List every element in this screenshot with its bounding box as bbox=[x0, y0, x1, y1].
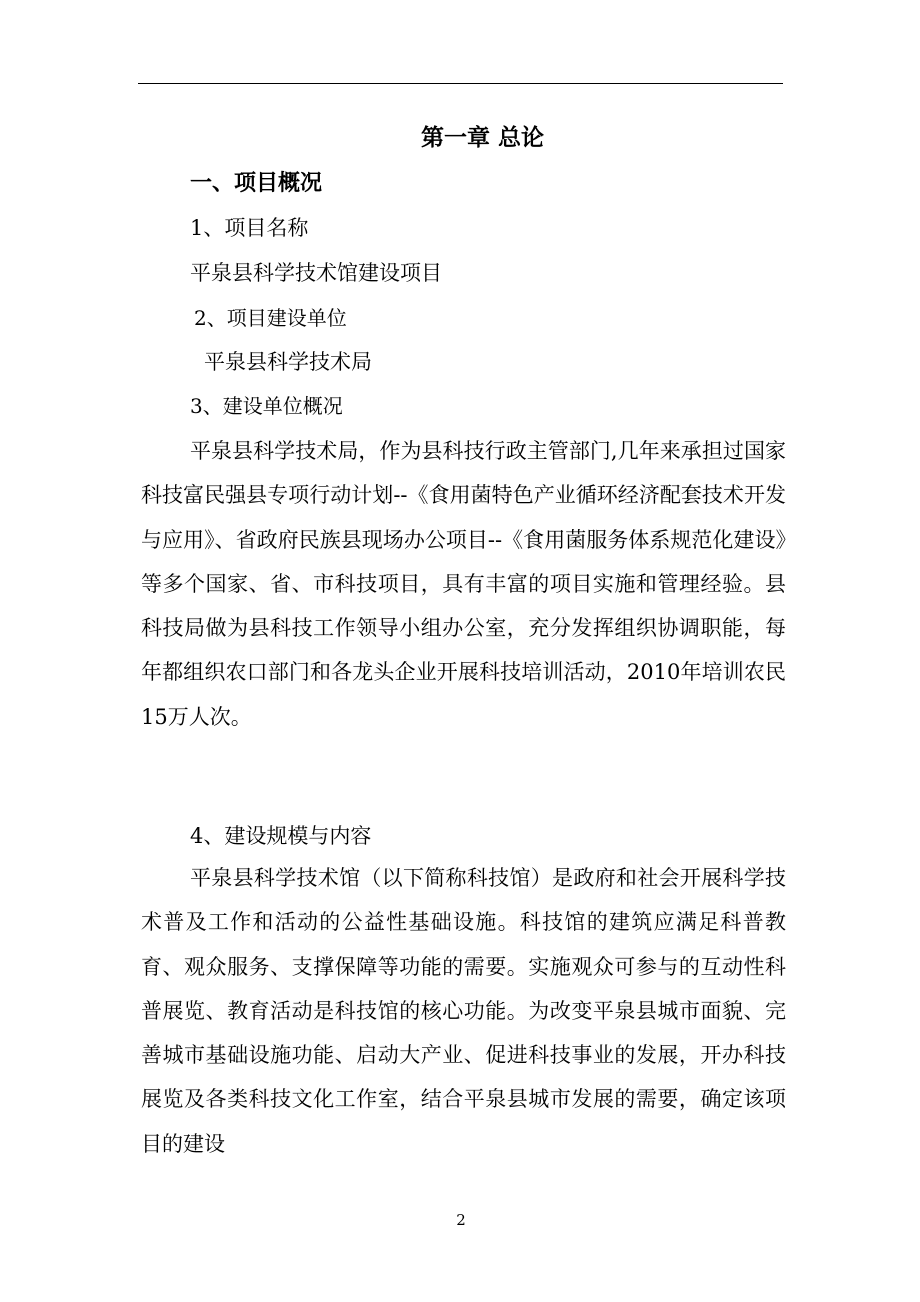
item-4-heading: 4、建设规模与内容 bbox=[190, 824, 372, 848]
page-number: 2 bbox=[456, 1211, 466, 1229]
paragraph-unit-overview: 平泉县科学技术局，作为县科技行政主管部门,几年来承担过国家科技富民强县专项行动计划--《食用菌特色产业循环经济配套技术开发与应用》、省政府民族县现场办公项目--《食用菌服务体系规范化建设》等多个国家、省、市科技项目，具有丰富的项目实施和管理经验。县科技局做为县科技工作领导小组办公室，充分发挥组织协调职能，每年都组织农口部门和各龙头企业开展科技培训活动，2010年培训农民15万人次。 bbox=[141, 439, 786, 729]
item-2-value: 平泉县科学技术局 bbox=[204, 350, 372, 374]
header-rule bbox=[138, 83, 783, 84]
item-2-heading: 2、项目建设单位 bbox=[194, 306, 347, 330]
paragraph-scale-content: 平泉县科学技术馆（以下简称科技馆）是政府和社会开展科学技术普及工作和活动的公益性基础设施。科技馆的建筑应满足科普教育、观众服务、支撑保障等功能的需要。实施观众可参与的互动性科普展览、教育活动是科技馆的核心功能。为改变平泉县城市面貌、完善城市基础设施功能、启动大产业、促进科技事业的发展，开办科技展览及各类科技文化工作室，结合平泉县城市发展的需要，确定该项目的建设 bbox=[141, 866, 786, 1156]
section-title: 一、项目概况 bbox=[190, 171, 323, 196]
item-1-value: 平泉县科学技术馆建设项目 bbox=[190, 261, 442, 285]
item-1-heading: 1、项目名称 bbox=[190, 216, 309, 240]
item-3-heading: 3、建设单位概况 bbox=[190, 394, 343, 418]
chapter-title: 第一章 总论 bbox=[420, 125, 544, 151]
